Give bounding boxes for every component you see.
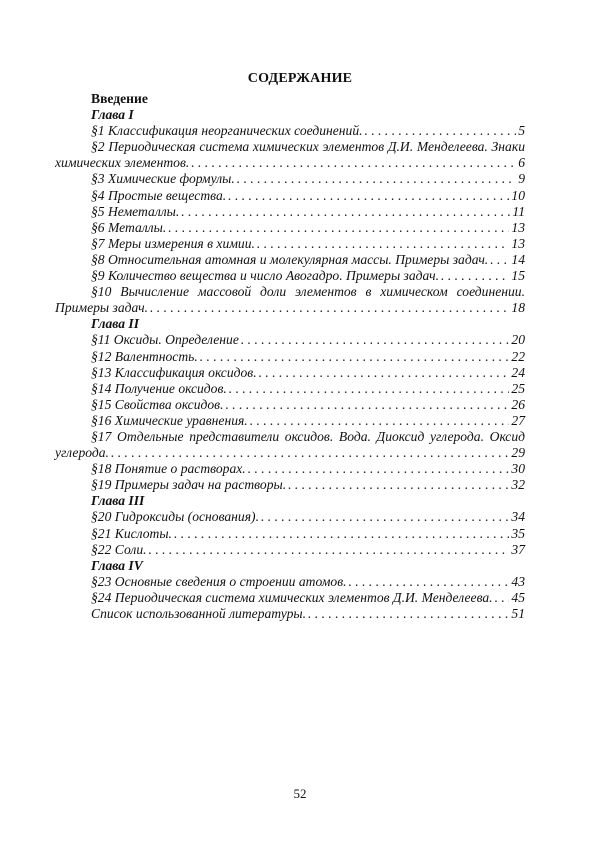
toc-entry-title: §19 Примеры задач на растворы. <box>91 477 287 493</box>
toc-entry-title: §18 Понятие о растворах. <box>91 461 246 477</box>
toc-entry-page: 10 <box>511 187 525 203</box>
toc-entry[interactable] <box>55 220 525 236</box>
toc-entry-title: §14 Получение оксидов. <box>91 380 227 396</box>
dot-leader <box>286 477 509 493</box>
table-of-contents <box>55 91 525 622</box>
toc-entry-title: §16 Химические уравнения. <box>91 412 248 428</box>
toc-entry-title: §4 Простые вещества. <box>91 187 227 203</box>
toc-entry-page: 34 <box>511 509 525 525</box>
toc-entry[interactable] <box>55 477 525 493</box>
toc-entry[interactable] <box>55 349 525 365</box>
toc-entry[interactable] <box>55 365 525 381</box>
toc-intro: Введение <box>91 91 148 106</box>
dot-leader <box>189 155 516 171</box>
toc-chapter-heading: Глава IV <box>91 557 143 573</box>
toc-chapter-heading: Глава I <box>91 107 134 123</box>
toc-entry-title: §23 Основные сведения о строении атомов. <box>91 573 347 589</box>
toc-entry-page: 6 <box>518 155 525 171</box>
toc-chapter-heading: Глава II <box>91 316 140 332</box>
dot-leader <box>488 252 509 268</box>
toc-entry[interactable] <box>55 204 525 220</box>
dot-leader <box>248 413 510 429</box>
toc-entry[interactable] <box>55 509 525 525</box>
toc-entry[interactable] <box>55 542 525 558</box>
toc-entry-title: углерода. <box>55 445 109 461</box>
toc-entry-page: 13 <box>511 219 525 235</box>
toc-entry[interactable] <box>55 155 525 171</box>
dot-leader <box>347 574 510 590</box>
toc-entry-page: 27 <box>511 412 525 428</box>
toc-entry[interactable] <box>55 397 525 413</box>
toc-entry-title: §15 Свойства оксидов. <box>91 396 224 412</box>
toc-entry[interactable] <box>55 123 525 139</box>
toc-entry[interactable] <box>55 590 525 606</box>
toc-entry-title: §1 Классификация неорганических соединений. <box>91 123 363 139</box>
dot-leader <box>223 397 509 413</box>
toc-entry-title-line: §2 Периодическая система химических элементов Д.И. Менделеева. Знаки <box>91 139 525 155</box>
page-title: СОДЕРЖАНИЕ <box>247 71 353 86</box>
toc-entry-title: §8 Относительная атомная и молекулярная массы. Примеры задач. <box>91 251 489 267</box>
toc-entry-page: 24 <box>511 364 525 380</box>
dot-leader <box>493 590 510 606</box>
dot-leader <box>257 365 510 381</box>
toc-entry-title: §24 Периодическая система химических элементов Д.И. Менделеева. <box>91 589 493 605</box>
dot-leader <box>306 606 509 622</box>
toc-entry-page: 25 <box>511 380 525 396</box>
toc-entry[interactable] <box>55 268 525 284</box>
toc-entry-page: 45 <box>511 589 525 605</box>
dot-leader <box>363 123 517 139</box>
dot-leader <box>148 300 509 316</box>
toc-entry-page: 15 <box>511 268 525 284</box>
dot-leader <box>109 445 509 461</box>
toc-entry-title: Список использованной литературы. <box>91 606 307 621</box>
dot-leader <box>198 349 510 365</box>
toc-entry[interactable] <box>55 526 525 542</box>
toc-entry-title: §5 Неметаллы. <box>91 203 180 219</box>
toc-entry[interactable] <box>55 188 525 204</box>
toc-entry-title: §3 Химические формулы. <box>91 171 235 187</box>
toc-entry-title: химических элементов. <box>55 155 190 171</box>
toc-entry-page: 26 <box>511 396 525 412</box>
toc-entry-page: 11 <box>512 203 525 219</box>
toc-entry-page: 29 <box>511 445 525 461</box>
toc-entry-title-line: §17 Отдельные представители оксидов. Вода. Диоксид углерода. Оксид <box>91 428 525 444</box>
toc-entry-page: 30 <box>511 461 525 477</box>
toc-entry-title: §6 Металлы. <box>91 219 167 235</box>
dot-leader <box>166 220 509 236</box>
toc-entry[interactable] <box>55 445 525 461</box>
dot-leader <box>255 236 509 252</box>
toc-entry[interactable] <box>55 236 525 252</box>
toc-entry-page: 9 <box>518 171 525 187</box>
toc-entry[interactable] <box>55 171 525 187</box>
toc-entry-title: §13 Классификация оксидов. <box>91 364 257 380</box>
toc-entry[interactable] <box>55 332 525 348</box>
page-number: 52 <box>293 786 307 801</box>
toc-entry[interactable] <box>55 252 525 268</box>
dot-leader <box>226 188 509 204</box>
dot-leader <box>172 526 509 542</box>
toc-entry-title: §22 Соли. <box>91 541 147 557</box>
toc-entry-page: 18 <box>511 300 525 316</box>
toc-entry[interactable] <box>55 461 525 477</box>
toc-entry-page: 5 <box>518 123 525 139</box>
toc-entry-page: 43 <box>511 573 525 589</box>
toc-entry-page: 22 <box>511 348 525 364</box>
toc-entry[interactable] <box>55 413 525 429</box>
toc-entry-page: 20 <box>511 332 525 348</box>
toc-entry-title: Примеры задач. <box>55 300 148 316</box>
toc-entry[interactable] <box>55 381 525 397</box>
toc-entry[interactable] <box>55 574 525 590</box>
toc-entry-title: §7 Меры измерения в химии. <box>91 235 255 251</box>
dot-leader <box>239 332 510 348</box>
dot-leader <box>439 268 509 284</box>
toc-entry-page: 37 <box>511 541 525 557</box>
toc-entry-title: §11 Оксиды. Определение <box>91 332 239 348</box>
dot-leader <box>227 381 510 397</box>
dot-leader <box>179 204 510 220</box>
toc-entry[interactable] <box>55 606 525 622</box>
toc-entry-title: §21 Кислоты. <box>91 525 172 541</box>
toc-chapter-heading: Глава III <box>91 493 145 509</box>
toc-entry-title-line: §10 Вычисление массовой доли элементов в химическом соединении. <box>91 284 525 300</box>
toc-entry-title: §9 Количество вещества и число Авогадро. Примеры задач. <box>91 268 440 284</box>
dot-leader <box>147 542 510 558</box>
toc-entry-page: 14 <box>511 251 525 267</box>
dot-leader <box>259 509 509 525</box>
toc-entry[interactable] <box>55 300 525 316</box>
toc-entry-page: 35 <box>511 525 525 541</box>
toc-entry-page: 51 <box>511 606 525 621</box>
dot-leader <box>235 171 516 187</box>
toc-entry-page: 32 <box>511 477 525 493</box>
toc-entry-page: 13 <box>511 235 525 251</box>
toc-entry-title: §20 Гидроксиды (основания). <box>91 509 259 525</box>
toc-entry-title: §12 Валентность. <box>91 348 198 364</box>
dot-leader <box>246 461 510 477</box>
